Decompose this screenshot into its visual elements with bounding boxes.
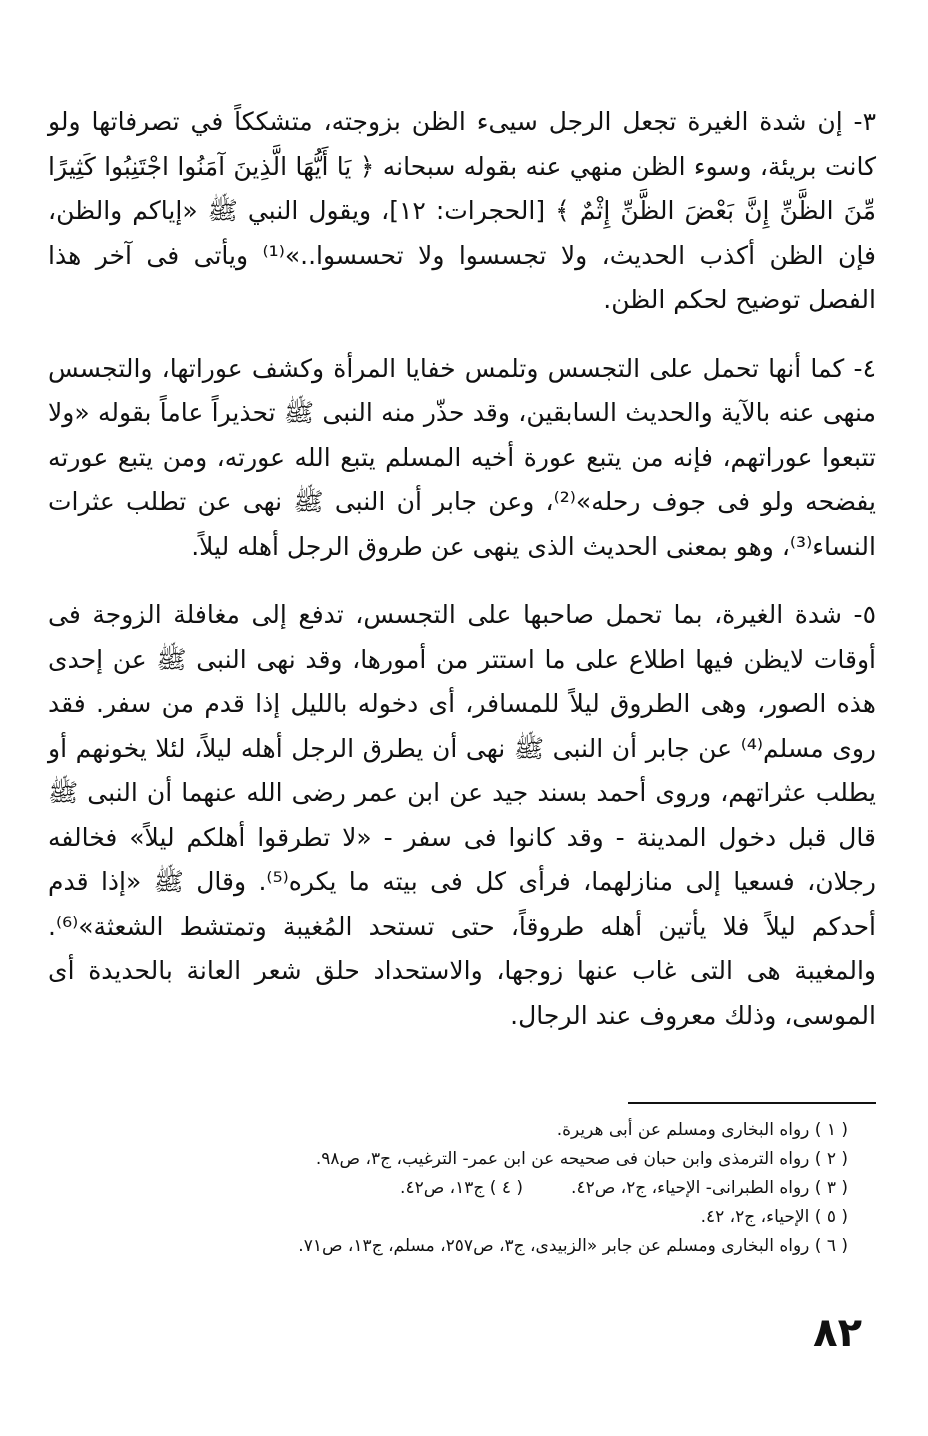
footnote-4: ( ٤ ) ج١٣، ص٤٢.: [400, 1178, 524, 1198]
paragraph-3: ٣- إن شدة الغيرة تجعل الرجل سيىء الظن بزوجته، متشككاً في تصرفاتها ولو كانت بريئة، وسوء الظن منهي عنه بقوله سبحانه ﴿ يَا أَيُّهَا الَّذِينَ آمَنُوا اجْتَنِبُوا كَثِيرًا مِّنَ الظَّنِّ إِنَّ بَعْضَ الظَّنِّ إِثْمٌ ﴾ [الحجرات: ١٢]، ويقول النبي ﷺ «إياكم والظن، فإن الظن أكذب الحديث، ولا تجسسوا ولا تحسسوا..»⁽¹⁾ ويأتى فى آخر هذا الفصل توضيح لحكم الظن.: [48, 107, 876, 314]
main-text: [48, 100, 876, 1038]
paragraph-5: ٥- شدة الغيرة، بما تحمل صاحبها على التجسس، تدفع إلى مغافلة الزوجة فى أوقات لايظن فيها اطلاع على ما استتر من أمورها، وقد نهى النبى ﷺ عن إحدى هذه الصور، وهى الطروق ليلاً للمسافر، أى دخوله بالليل إذا قدم من سفر. فقد روى مسلم⁽⁴⁾ عن جابر أن النبى ﷺ نهى أن يطرق الرجل أهله ليلاً، لئلا يخونهم أو يطلب عثراتهم، وروى أحمد بسند جيد عن ابن عمر رضى الله عنهما أن النبى ﷺ قال قبل دخول المدينة - وقد كانوا فى سفر - «لا تطرقوا أهلكم ليلاً» فخالفه رجلان، فسعيا إلى منازلهما، فرأى كل فى بيته ما يكره⁽⁵⁾. وقال ﷺ «إذا قدم أحدكم ليلاً فلا يأتين أهله طروقاً، حتى تستحد المُغيبة وتمتشط الشعثة»⁽⁶⁾. والمغيبة هى التى غاب عنها زوجها، والاستحداد حلق شعر العانة بالحديدة أى الموسى، وذلك معروف عند الرجال.: [48, 600, 876, 1030]
page-number: ٨٢: [813, 1310, 862, 1356]
footnote-5: ( ٥ ) الإحياء، ج٢، ٤٢.: [700, 1207, 848, 1227]
footnote-divider: [628, 1102, 876, 1104]
footnote-row-3-4: [88, 1174, 848, 1203]
footnotes: [88, 1116, 848, 1261]
footnote-6: ( ٦ ) رواه البخارى ومسلم عن جابر «الزبيدى، ج٣، ص٢٥٧، مسلم، ج١٣، ص٧١.: [298, 1236, 848, 1256]
paragraph-4: ٤- كما أنها تحمل على التجسس وتلمس خفايا المرأة وكشف عوراتها، والتجسس منهى عنه بالآية والحديث السابقين، وقد حذّر منه النبى ﷺ تحذيراً عاماً بقوله «ولا تتبعوا عوراتهم، فإنه من يتبع عورة أخيه المسلم يتبع الله عورته، ومن يتبع عورته يفضحه ولو فى جوف رحله»⁽²⁾، وعن جابر أن النبى ﷺ نهى عن تطلب عثرات النساء⁽³⁾، وهو بمعنى الحديث الذى ينهى عن طروق الرجل أهله ليلاً.: [48, 353, 876, 561]
footnote-1: ( ١ ) رواه البخارى ومسلم عن أبى هريرة.: [556, 1120, 848, 1140]
footnote-2: ( ٢ ) رواه الترمذى وابن حبان فى صحيحه عن ابن عمر- الترغيب، ج٣، ص٩٨.: [315, 1149, 848, 1169]
footnote-3: ( ٣ ) رواه الطبرانى- الإحياء، ج٢، ص٤٢.: [571, 1178, 848, 1198]
